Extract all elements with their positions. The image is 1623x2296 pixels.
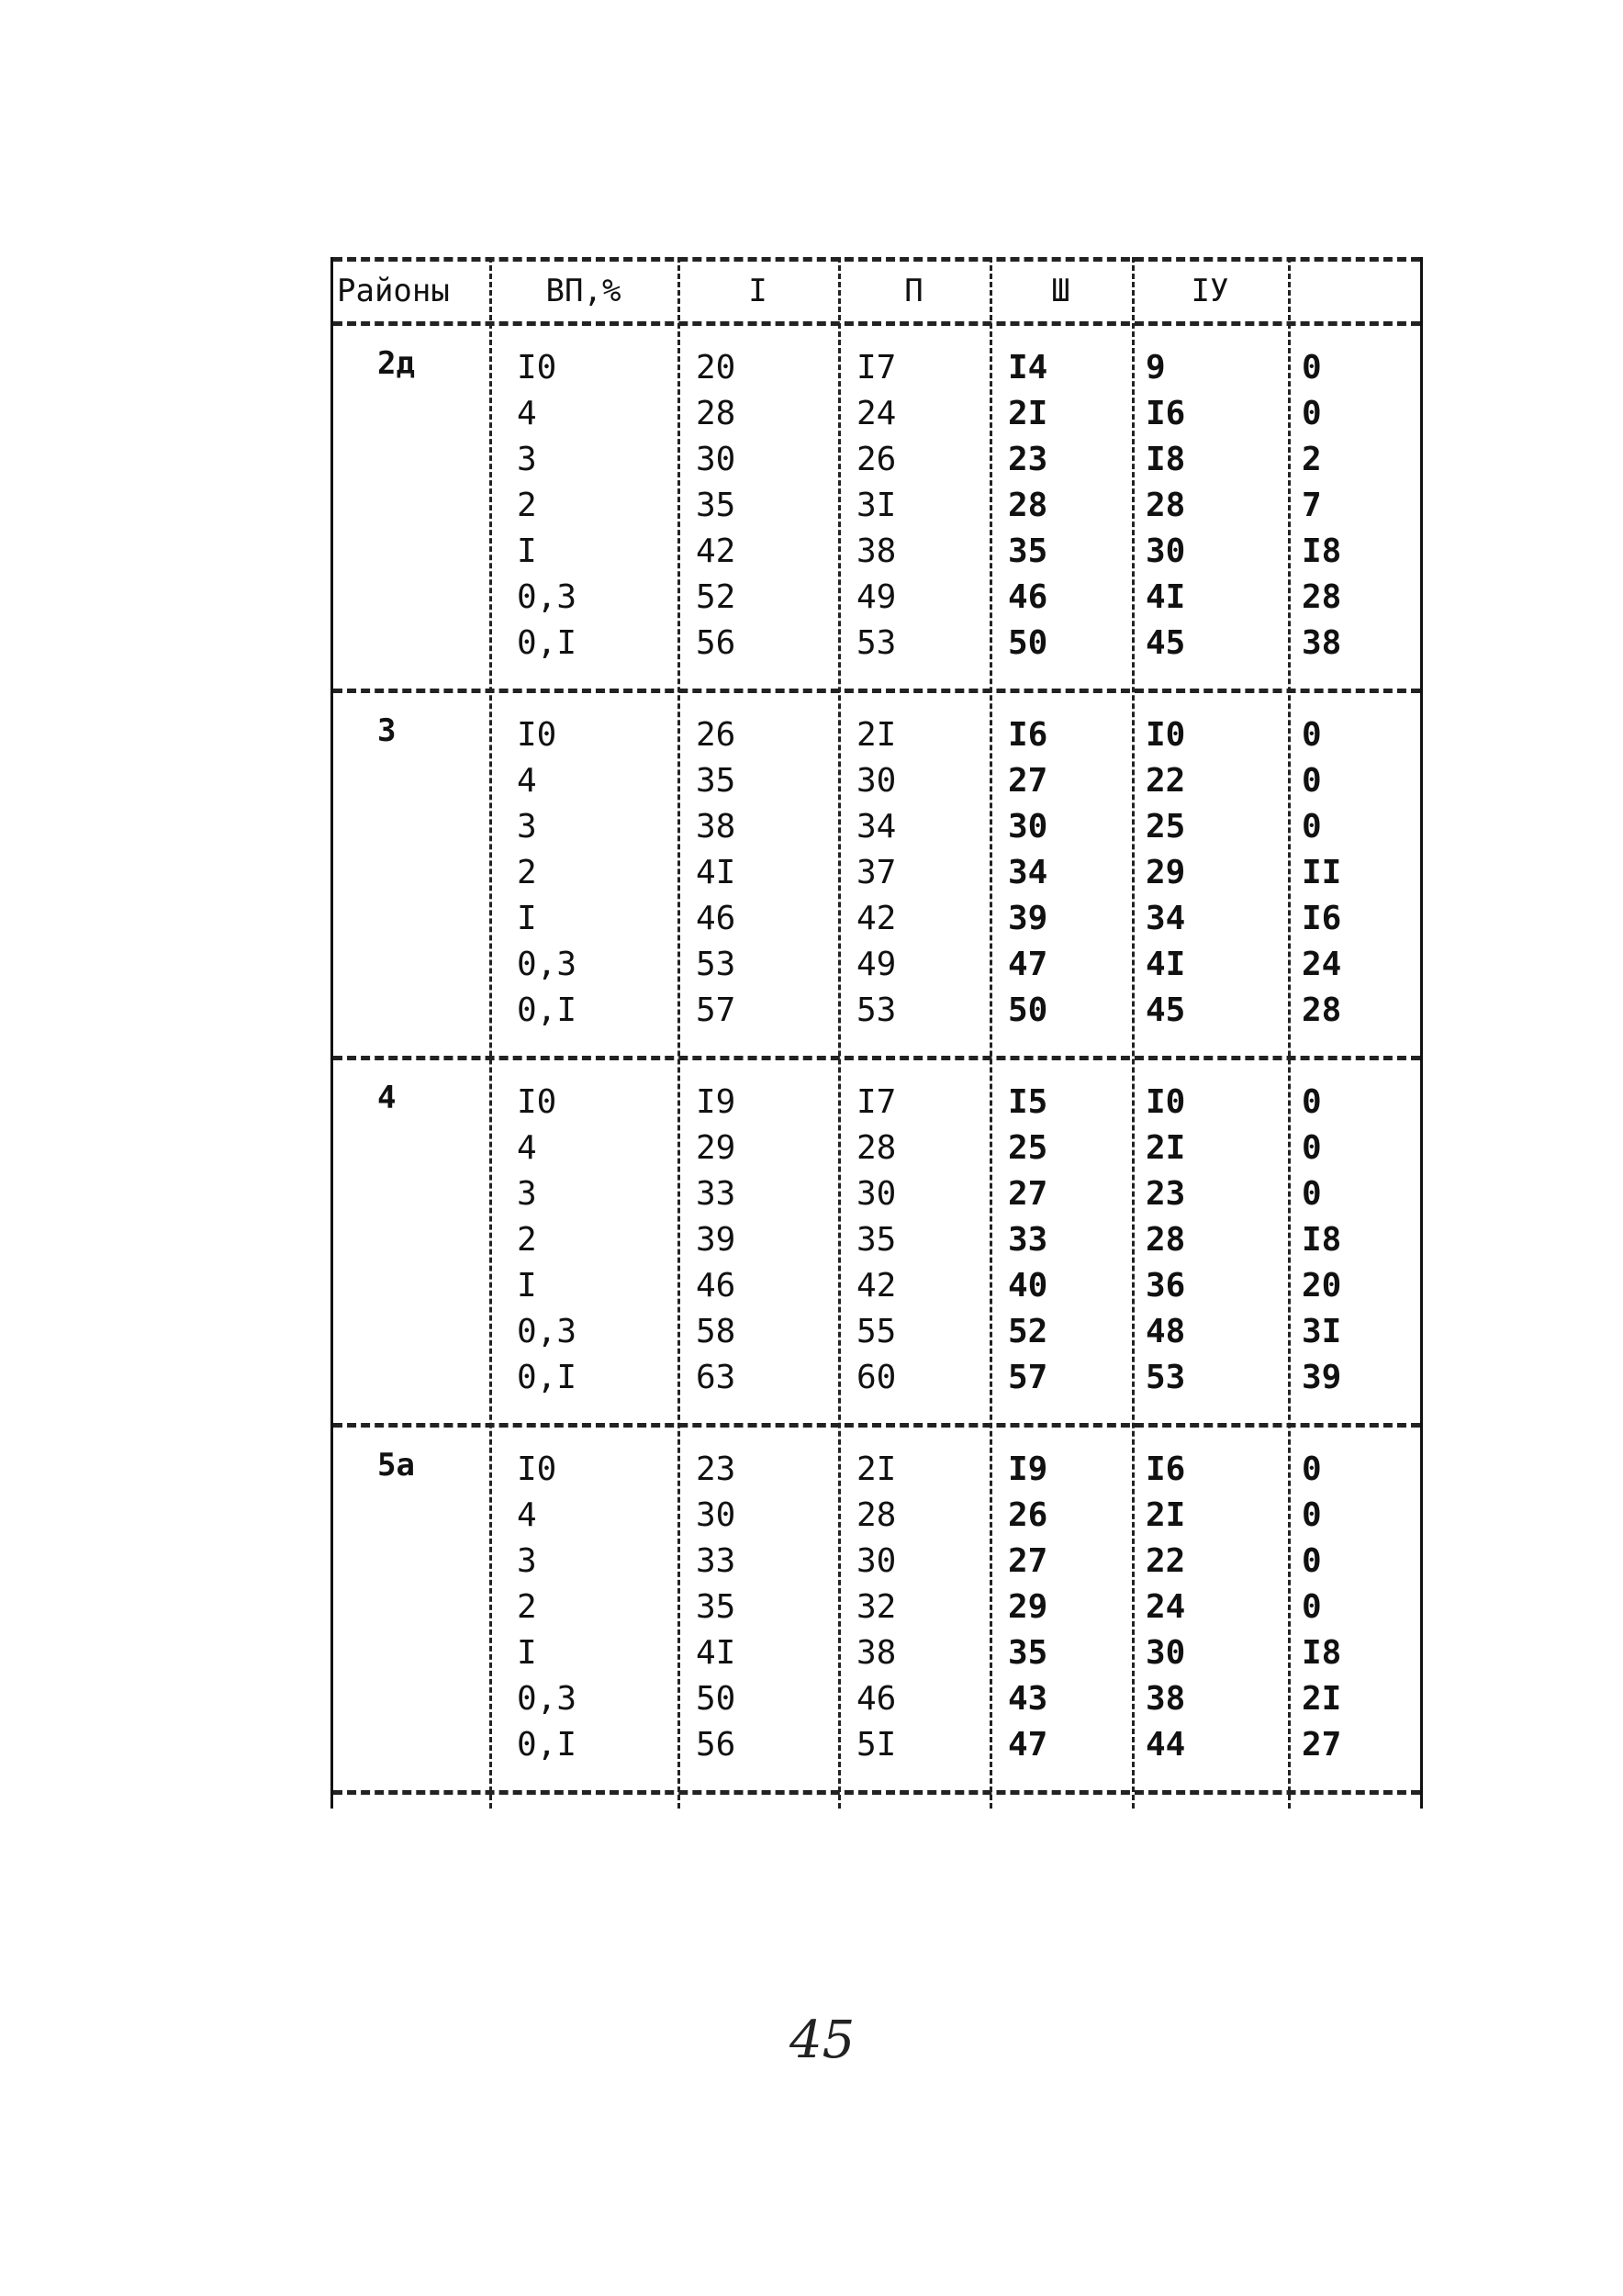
table-cell: 30 xyxy=(1146,532,1186,570)
table-cell: 23 xyxy=(1146,1175,1186,1213)
data-column xyxy=(856,345,896,666)
table-cell: 0 xyxy=(1302,395,1322,432)
table-cell: 24 xyxy=(1146,1588,1186,1626)
table-cell: I9 xyxy=(1008,1450,1048,1488)
table-cell: 63 xyxy=(696,1359,736,1396)
table-cell: 23 xyxy=(1008,441,1048,478)
table-cell: 46 xyxy=(1008,578,1048,616)
table-cell: 33 xyxy=(696,1542,736,1580)
table-cell: 50 xyxy=(1008,991,1048,1029)
table-cell: 4I xyxy=(1146,578,1186,616)
table-cell: 56 xyxy=(696,1726,736,1764)
table-cell: 38 xyxy=(856,532,897,570)
table-cell: 30 xyxy=(1146,1634,1186,1672)
table-cell: 49 xyxy=(856,578,897,616)
table-cell: 2I xyxy=(856,716,897,754)
table-cell: 3 xyxy=(517,1175,537,1213)
table-cell: 2 xyxy=(1302,441,1322,478)
table-cell: 0 xyxy=(1302,1588,1322,1626)
table-cell: 38 xyxy=(1146,1680,1186,1718)
table-cell: 2I xyxy=(1302,1680,1342,1718)
table-cell: 4I xyxy=(696,1634,736,1672)
table-cell: I8 xyxy=(1302,1221,1342,1259)
table-cell: 57 xyxy=(1008,1359,1048,1396)
data-column xyxy=(856,712,896,1034)
table-cell: 39 xyxy=(1302,1359,1342,1396)
table-cell: 30 xyxy=(856,1175,897,1213)
table-cell: 28 xyxy=(1146,487,1186,524)
table-cell: 35 xyxy=(1008,1634,1048,1672)
row-separator xyxy=(333,1423,1420,1428)
table-cell: 35 xyxy=(856,1221,897,1259)
table-cell: 39 xyxy=(696,1221,736,1259)
data-column xyxy=(696,1447,735,1768)
table-cell: 53 xyxy=(856,991,897,1029)
data-column xyxy=(1302,1447,1341,1768)
table-cell: 42 xyxy=(856,900,897,937)
data-column xyxy=(1302,712,1341,1034)
table-cell: 25 xyxy=(1008,1129,1048,1167)
table-cell: 0 xyxy=(1302,1129,1322,1167)
table-cell: 7 xyxy=(1302,487,1322,524)
table-cell: 27 xyxy=(1008,1542,1048,1580)
table-cell: 57 xyxy=(696,991,736,1029)
table-cell: 2 xyxy=(517,1221,537,1259)
data-column xyxy=(856,1080,896,1401)
table-cell: 53 xyxy=(856,624,897,662)
row-separator xyxy=(333,1056,1420,1060)
data-column xyxy=(1302,345,1341,666)
table-cell: 20 xyxy=(1302,1267,1342,1305)
table-cell: 22 xyxy=(1146,1542,1186,1580)
table-cell: 0 xyxy=(1302,1542,1322,1580)
table-cell: 0 xyxy=(1302,716,1322,754)
data-column xyxy=(1146,1447,1185,1768)
table-cell: 46 xyxy=(856,1680,897,1718)
table-cell: I xyxy=(517,1267,537,1305)
table-cell: 50 xyxy=(696,1680,736,1718)
table-cell: 55 xyxy=(856,1313,897,1350)
table-cell: 4 xyxy=(517,762,537,800)
data-column xyxy=(1008,1447,1047,1768)
table-cell: I0 xyxy=(517,1083,557,1121)
table-cell: 35 xyxy=(696,1588,736,1626)
data-column xyxy=(1146,345,1185,666)
table-cell: I0 xyxy=(517,716,557,754)
table-cell: 0 xyxy=(1302,808,1322,846)
table-cell: I5 xyxy=(1008,1083,1048,1121)
table-cell: 0,3 xyxy=(517,946,577,983)
table-cell: 2I xyxy=(1146,1496,1186,1534)
table-cell: 24 xyxy=(1302,946,1342,983)
table-cell: 52 xyxy=(1008,1313,1048,1350)
table-cell: 49 xyxy=(856,946,897,983)
table-cell: 4I xyxy=(696,854,736,891)
table-cell: 4 xyxy=(517,395,537,432)
table-cell: 45 xyxy=(1146,991,1186,1029)
table-cell: I6 xyxy=(1302,900,1342,937)
table-cell: 35 xyxy=(1008,532,1048,570)
table-cell: 28 xyxy=(856,1496,897,1534)
table-cell: 3 xyxy=(517,441,537,478)
table-cell: 27 xyxy=(1008,1175,1048,1213)
table-cell: 45 xyxy=(1146,624,1186,662)
table-cell: I0 xyxy=(1146,716,1186,754)
table-cell: 4 xyxy=(517,1496,537,1534)
table-cell: 0 xyxy=(1302,762,1322,800)
data-column xyxy=(517,1447,576,1768)
table-cell: 26 xyxy=(696,716,736,754)
row-separator xyxy=(333,321,1420,326)
table-cell: 4I xyxy=(1146,946,1186,983)
table-cell: 28 xyxy=(1302,991,1342,1029)
table-cell: I9 xyxy=(696,1083,736,1121)
table-cell: 28 xyxy=(1146,1221,1186,1259)
data-column xyxy=(1008,1080,1047,1401)
table-cell: 58 xyxy=(696,1313,736,1350)
column-header: IУ xyxy=(1191,273,1229,309)
region-label: 4 xyxy=(377,1080,397,1116)
table-cell: 38 xyxy=(696,808,736,846)
data-column xyxy=(696,1080,735,1401)
data-column xyxy=(1146,712,1185,1034)
table-cell: I7 xyxy=(856,1083,897,1121)
table-cell: I4 xyxy=(1008,349,1048,386)
column-header xyxy=(1288,268,1426,314)
region-label: 5а xyxy=(377,1447,415,1484)
table-cell: 0,I xyxy=(517,991,577,1029)
table-cell: 22 xyxy=(1146,762,1186,800)
table-cell: 60 xyxy=(856,1359,897,1396)
table-cell: 0 xyxy=(1302,1175,1322,1213)
table-cell: II xyxy=(1302,854,1342,891)
table-cell: I0 xyxy=(1146,1083,1186,1121)
table-cell: 30 xyxy=(856,1542,897,1580)
table-cell: 32 xyxy=(856,1588,897,1626)
table-cell: 2I xyxy=(1146,1129,1186,1167)
table-cell: 0 xyxy=(1302,1083,1322,1121)
table-cell: 38 xyxy=(856,1634,897,1672)
table-cell: 2 xyxy=(517,854,537,891)
table-cell: 35 xyxy=(696,762,736,800)
row-separator xyxy=(333,257,1420,262)
region-group xyxy=(333,1063,1420,1430)
row-separator xyxy=(333,689,1420,693)
column-header: Ш xyxy=(1051,273,1070,309)
table-cell: 34 xyxy=(856,808,897,846)
table-cell: 27 xyxy=(1008,762,1048,800)
table-cell: 34 xyxy=(1146,900,1186,937)
table-cell: 3I xyxy=(856,487,897,524)
table-cell: 23 xyxy=(696,1450,736,1488)
table-cell: 44 xyxy=(1146,1726,1186,1764)
table-cell: 30 xyxy=(696,441,736,478)
column-header: ВП,% xyxy=(545,273,621,309)
table-cell: 25 xyxy=(1146,808,1186,846)
table-cell: 33 xyxy=(696,1175,736,1213)
table-cell: 26 xyxy=(856,441,897,478)
table-cell: 42 xyxy=(696,532,736,570)
table-cell: 3 xyxy=(517,1542,537,1580)
table-cell: 9 xyxy=(1146,349,1166,386)
table-cell: 0 xyxy=(1302,349,1322,386)
table-cell: I6 xyxy=(1146,1450,1186,1488)
region-label: 3 xyxy=(377,712,397,749)
table-cell: 0,I xyxy=(517,624,577,662)
data-column xyxy=(696,345,735,666)
table-cell: 48 xyxy=(1146,1313,1186,1350)
column-header: Районы xyxy=(337,273,450,309)
table-cell: 29 xyxy=(696,1129,736,1167)
table-cell: I xyxy=(517,532,537,570)
table-cell: 4 xyxy=(517,1129,537,1167)
table-cell: I xyxy=(517,1634,537,1672)
column-header: I xyxy=(748,273,767,309)
data-column xyxy=(696,712,735,1034)
region-group xyxy=(333,329,1420,696)
table-cell: 26 xyxy=(1008,1496,1048,1534)
table-cell: 2 xyxy=(517,1588,537,1626)
page-number: 45 xyxy=(789,2010,856,2070)
table-cell: 47 xyxy=(1008,1726,1048,1764)
table-cell: 29 xyxy=(1146,854,1186,891)
table-cell: 46 xyxy=(696,1267,736,1305)
region-group xyxy=(333,1430,1420,1798)
table-cell: 28 xyxy=(696,395,736,432)
table-cell: I xyxy=(517,900,537,937)
data-column xyxy=(1302,1080,1341,1401)
table-cell: 20 xyxy=(696,349,736,386)
table-cell: 29 xyxy=(1008,1588,1048,1626)
table-cell: 53 xyxy=(696,946,736,983)
table-cell: 33 xyxy=(1008,1221,1048,1259)
table-cell: 0 xyxy=(1302,1496,1322,1534)
table-cell: 28 xyxy=(1302,578,1342,616)
table-cell: 0,I xyxy=(517,1726,577,1764)
table-cell: 2I xyxy=(1008,395,1048,432)
data-column xyxy=(856,1447,896,1768)
table-cell: I6 xyxy=(1008,716,1048,754)
table-cell: 27 xyxy=(1302,1726,1342,1764)
table-cell: 0,3 xyxy=(517,1680,577,1718)
table-cell: 28 xyxy=(1008,487,1048,524)
data-column xyxy=(517,345,576,666)
table-cell: 35 xyxy=(696,487,736,524)
table-cell: 39 xyxy=(1008,900,1048,937)
table-cell: 40 xyxy=(1008,1267,1048,1305)
data-table xyxy=(330,257,1423,1809)
table-cell: 30 xyxy=(856,762,897,800)
data-column xyxy=(1008,712,1047,1034)
table-cell: 3I xyxy=(1302,1313,1342,1350)
table-cell: 47 xyxy=(1008,946,1048,983)
table-cell: 0,3 xyxy=(517,1313,577,1350)
table-cell: 2 xyxy=(517,487,537,524)
table-cell: 36 xyxy=(1146,1267,1186,1305)
region-label: 2д xyxy=(377,345,415,382)
table-cell: I7 xyxy=(856,349,897,386)
table-cell: 5I xyxy=(856,1726,897,1764)
table-cell: 2I xyxy=(856,1450,897,1488)
table-cell: 38 xyxy=(1302,624,1342,662)
table-cell: I6 xyxy=(1146,395,1186,432)
table-cell: 46 xyxy=(696,900,736,937)
table-cell: 56 xyxy=(696,624,736,662)
row-separator xyxy=(333,1790,1420,1795)
data-column xyxy=(517,712,576,1034)
table-cell: 0,3 xyxy=(517,578,577,616)
table-cell: 3 xyxy=(517,808,537,846)
data-column xyxy=(517,1080,576,1401)
table-cell: 30 xyxy=(1008,808,1048,846)
table-cell: 52 xyxy=(696,578,736,616)
table-cell: 0,I xyxy=(517,1359,577,1396)
table-cell: I8 xyxy=(1302,1634,1342,1672)
column-header: П xyxy=(904,273,923,309)
table-cell: I0 xyxy=(517,349,557,386)
table-cell: 30 xyxy=(696,1496,736,1534)
data-column xyxy=(1146,1080,1185,1401)
data-column xyxy=(1008,345,1047,666)
table-cell: 34 xyxy=(1008,854,1048,891)
table-cell: 53 xyxy=(1146,1359,1186,1396)
region-group xyxy=(333,696,1420,1063)
table-cell: I0 xyxy=(517,1450,557,1488)
table-cell: 43 xyxy=(1008,1680,1048,1718)
table-cell: 24 xyxy=(856,395,897,432)
table-cell: 0 xyxy=(1302,1450,1322,1488)
table-cell: 37 xyxy=(856,854,897,891)
table-cell: I8 xyxy=(1302,532,1342,570)
table-cell: 28 xyxy=(856,1129,897,1167)
table-cell: 50 xyxy=(1008,624,1048,662)
table-cell: 42 xyxy=(856,1267,897,1305)
table-cell: I8 xyxy=(1146,441,1186,478)
